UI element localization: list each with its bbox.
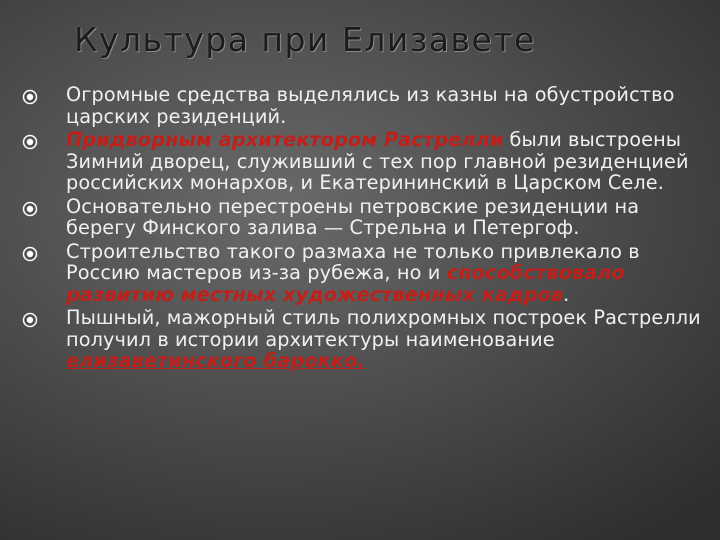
circle-dot-icon [22, 246, 38, 262]
circle-dot-icon [22, 134, 38, 150]
bullet-list [22, 84, 712, 374]
bullet-item [22, 241, 712, 306]
bullet-text [66, 196, 712, 239]
text-segment: Строительство такого размаха не только привлекало в Россию мастеров из-за рубежа, но и [66, 239, 640, 284]
text-segment: Основательно перестроены петровские резиденции на берегу Финского залива — Стрельна и Петергоф. [66, 194, 640, 239]
bullet-text [66, 241, 712, 306]
emphasis-text: елизаветинского барокко. [66, 349, 365, 372]
text-segment: были выстроены Зимний дворец, служивший с тех пор главной резиденцией российских монархов, и Екатерининский в Царском Селе. [66, 128, 689, 194]
circle-dot-icon [22, 89, 38, 105]
bullet-item [22, 307, 712, 372]
emphasis-text: способствовало развитию местных художественных кадров [66, 261, 625, 306]
circle-dot-icon [22, 201, 38, 217]
text-segment: Пышный, мажорный стиль полихромных построек Растрелли получил в истории архитектуры наименование [66, 306, 701, 351]
slide-title: Культура при Елизавете [74, 20, 536, 59]
bullet-item [22, 129, 712, 194]
bullet-text [66, 84, 712, 127]
bullet-item [22, 84, 712, 127]
circle-dot-icon [22, 312, 38, 328]
bullet-text [66, 129, 712, 194]
bullet-text [66, 307, 712, 372]
emphasis-text: Придворным архитектором Растрелли [66, 128, 504, 151]
bullet-item [22, 196, 712, 239]
text-segment: . [563, 282, 570, 306]
text-segment: Огромные средства выделялись из казны на обустройство царских резиденций. [66, 83, 675, 128]
